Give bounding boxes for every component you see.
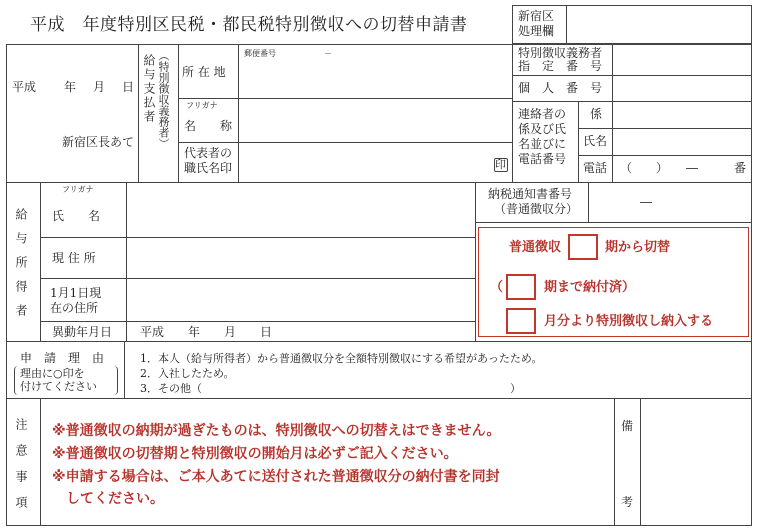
office-label-line2: 処理欄 <box>518 24 555 38</box>
reason-hint-line2: 付けてください <box>20 380 97 393</box>
change-date-label: 異動年月日 <box>52 325 113 339</box>
notice-number-value[interactable]: ― <box>640 195 652 209</box>
contact-label-line1: 連絡者の <box>518 107 567 121</box>
contact-name-label: 氏名 <box>583 134 608 148</box>
reason-option-3[interactable]: 3．その他（ ） <box>140 382 521 395</box>
switch-from-label: 期から切替 <box>605 240 671 255</box>
change-date-value[interactable]: 平成 年 月 日 <box>140 325 273 339</box>
earner-address-field[interactable] <box>128 240 473 276</box>
page-title: 平成 年度特別区民税・都民税特別徴収への切替申請書 <box>30 15 468 35</box>
address-label: 所 在 地 <box>182 65 226 79</box>
notice-number-label-line2: （普通徴収分） <box>494 202 579 216</box>
paren-open: （ <box>490 280 504 295</box>
payer-name-label: 名 称 <box>184 119 233 133</box>
representative-label-line2: 職氏名印 <box>184 161 233 175</box>
section-field[interactable] <box>614 103 750 126</box>
switch-period-input[interactable] <box>568 234 598 260</box>
earner-name-field[interactable] <box>128 185 473 235</box>
section-label: 係 <box>590 107 603 121</box>
phone-label: 電話 <box>583 161 608 175</box>
contact-label-line3: 名並びに <box>518 137 567 151</box>
start-month-input[interactable] <box>506 308 536 334</box>
note-line-1: ※普通徴収の納期が過ぎたものは、特別徴収への切替えはできません。 <box>52 423 501 439</box>
postal-code-label: 郵便番号 <box>244 49 276 58</box>
notice-number-label-line1: 納税通知書番号 <box>488 187 573 201</box>
earner-furigana-label: フリガナ <box>62 185 94 194</box>
note-line-3: ※申請する場合は、ご本人あてに送付された普通徴収分の納付書を同封 <box>52 469 500 485</box>
payer-furigana-label: フリガナ <box>186 101 218 110</box>
designation-label-line1: 特別徴収義務者 <box>518 46 603 60</box>
addressee: 新宿区長あて <box>62 135 135 149</box>
personal-number-field[interactable] <box>614 77 750 99</box>
earner-label: 給与所得者 <box>14 208 28 328</box>
normal-collection-label: 普通徴収 <box>509 240 562 255</box>
notes-label: 注意事項 <box>14 418 28 522</box>
note-line-4: してください。 <box>52 491 164 507</box>
reason-hint-line1: 理由に○印を <box>20 367 85 380</box>
contact-label-line4: 電話番号 <box>518 152 567 166</box>
postal-code-dash: － <box>324 49 332 58</box>
earner-address-label: 現 住 所 <box>52 251 96 265</box>
reason-title: 申 請 理 由 <box>20 351 105 365</box>
date-year-label: 年 <box>64 80 77 94</box>
date-day-label: 日 <box>122 80 135 94</box>
office-label-line1: 新宿区 <box>518 9 555 23</box>
designation-number-field[interactable] <box>614 46 750 73</box>
remarks-field[interactable] <box>642 400 750 524</box>
date-month-label: 月 <box>93 80 106 94</box>
payer-sub-label: （特別徴収義務者） <box>157 50 170 149</box>
note-line-2: ※普通徴収の切替期と特別徴収の開始月は必ずご記入ください。 <box>52 446 458 462</box>
personal-number-label: 個 人 番 号 <box>518 81 603 95</box>
reason-option-1[interactable]: 1．本人（給与所得者）から普通徴収分を全額特別徴収にする希望があったため。 <box>140 352 543 365</box>
remarks-label-top: 備 <box>621 419 634 433</box>
contact-name-field[interactable] <box>614 130 750 153</box>
remarks-label-bottom: 考 <box>621 495 634 509</box>
representative-field[interactable] <box>240 144 490 180</box>
payer-name-field[interactable] <box>240 100 510 140</box>
reason-hint-bracket <box>14 366 118 395</box>
paid-label: 期まで納付済） <box>544 280 636 295</box>
phone-format[interactable]: （ ） ― 番 <box>620 161 747 175</box>
jan1-address-field[interactable] <box>128 281 473 319</box>
earner-name-label: 氏 名 <box>52 209 101 223</box>
jan1-address-label-line1: 1月1日現 <box>50 286 102 300</box>
date-era: 平成 <box>12 80 37 94</box>
representative-label-line1: 代表者の <box>184 146 233 160</box>
seal-label: 印 <box>495 158 506 171</box>
reason-option-2[interactable]: 2．入社したため。 <box>140 367 235 380</box>
paid-period-input[interactable] <box>506 274 536 300</box>
payer-label: 給与支払者 <box>142 54 156 124</box>
payer-address-field[interactable] <box>240 60 510 96</box>
designation-label-line2: 指 定 番 号 <box>518 59 603 73</box>
jan1-address-label-line2: 在の住所 <box>50 301 99 315</box>
contact-label-line2: 係及び氏 <box>518 122 567 136</box>
monthly-collection-label: 月分より特別徴収し納入する <box>544 314 714 329</box>
